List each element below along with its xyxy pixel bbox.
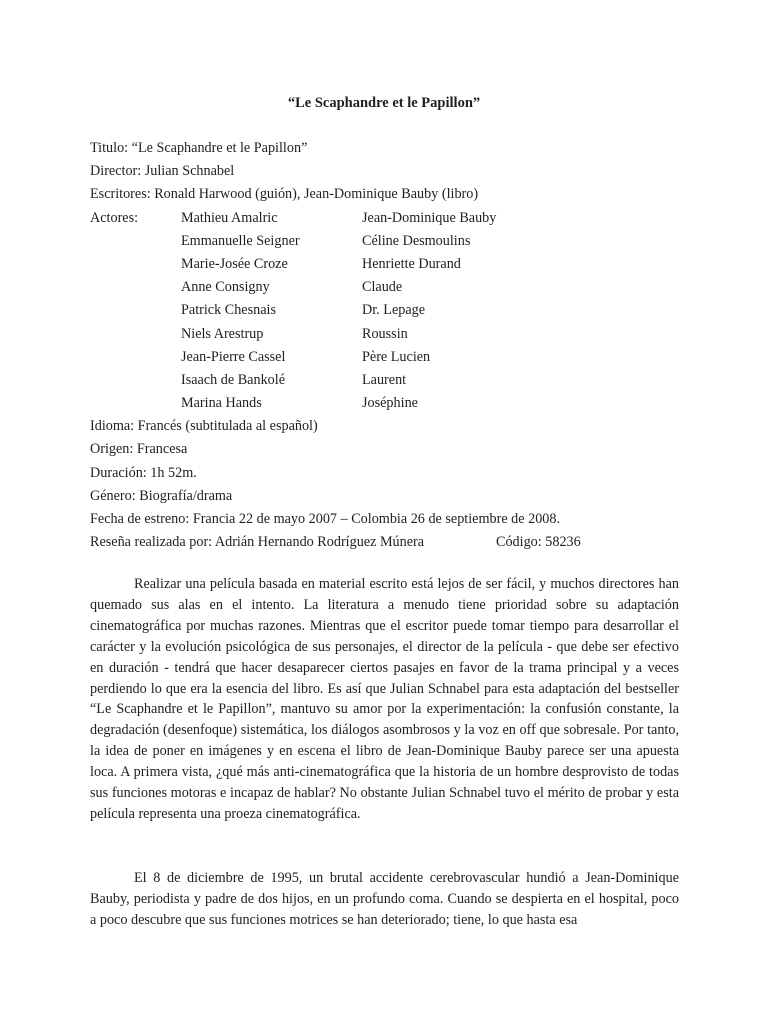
review-paragraph-2: El 8 de diciembre de 1995, un brutal accidente cerebrovascular hundió a Jean-Dominique Bauby, periodista y padre de dos hijos, en un profundo coma. Cuando se despierta en el hospital, poco a poco descubre que sus funciones motrices se han deteriorado; tiene, lo que hasta esa	[90, 870, 679, 928]
cast-row	[90, 232, 690, 255]
cast-actor: Emmanuelle Seigner	[181, 232, 300, 249]
actores-label: Actores:	[90, 209, 139, 226]
titulo-line: Titulo: “Le Scaphandre et le Papillon”	[90, 140, 308, 156]
cast-actor: Anne Consigny	[181, 279, 270, 296]
cast-actor: Mathieu Amalric	[181, 209, 278, 226]
cast-role: Joséphine	[362, 395, 418, 412]
cast-row	[90, 301, 690, 324]
film-info	[90, 139, 690, 556]
cast-row	[90, 325, 690, 348]
cast-role: Jean-Dominique Bauby	[362, 209, 497, 226]
fecha-estreno-line: Fecha de estreno: Francia 22 de mayo 2007 – Colombia 26 de septiembre de 2008.	[90, 511, 561, 527]
cast-role: Claude	[362, 279, 403, 296]
cast-row	[90, 209, 690, 232]
cast-role: Laurent	[362, 371, 407, 388]
cast-row	[90, 255, 690, 278]
cast-role: Dr. Lepage	[362, 302, 426, 319]
cast-row	[90, 394, 690, 417]
cast-row	[90, 278, 690, 301]
cast-actor: Jean-Pierre Cassel	[181, 348, 286, 365]
genero-line: Género: Biografía/drama	[90, 487, 233, 504]
cast-actor: Patrick Chesnais	[181, 302, 276, 319]
cast-actor: Niels Arestrup	[181, 325, 264, 342]
reviewer-line	[90, 533, 690, 556]
cast-actor: Isaach de Bankolé	[181, 371, 285, 388]
student-code: Código: 58236	[496, 534, 581, 551]
cast-role: Père Lucien	[362, 348, 431, 365]
cast-row	[90, 348, 690, 371]
escritores-line: Escritores: Ronald Harwood (guión), Jean-Dominique Bauby (libro)	[90, 186, 479, 203]
cast-role: Roussin	[362, 325, 408, 342]
review-paragraph-1: Realizar una película basada en material escrito está lejos de ser fácil, y muchos directores han quemado sus alas en el intento. La literatura a menudo tiene prioridad sobre su adaptación cinematográfica por muchas razones. Mientras que el escritor puede tomar tiempo para desarrollar el carácter y la evolución psicológica de sus personajes, el director de la película - que debe ser efectivo en duración - tendrá que hacer desaparecer ciertos pasajes en favor de la trama principal y a veces perdiendo lo que era la esencia del libro. Es así que Julian Schnabel para esta adaptación del bestseller “Le Scaphandre et le Papillon”, mantuvo su amor por la experimentación: la confusión constante, la degradación (desenfoque) sistemática, los diálogos asombrosos y la voz en off que sobresale. Por tanto, la idea de poner en imágenes y en escena el libro de Jean-Dominique Bauby parece ser una apuesta loca. A primera vista, ¿qué más anti-cinematográfica que la historia de un hombre desprovisto de todas sus funciones motoras e incapaz de hablar? No obstante Julian Schnabel tuvo el mérito de probar y esta película representa una proeza cinematográfica.	[90, 576, 679, 822]
document-title: “Le Scaphandre et le Papillon”	[287, 95, 481, 111]
cast-role: Henriette Durand	[362, 255, 461, 272]
origen-line: Origen: Francesa	[90, 441, 188, 458]
cast-actor: Marina Hands	[181, 395, 262, 412]
reviewer-name: Reseña realizada por: Adrián Hernando Rodríguez Múnera	[90, 534, 425, 551]
cast-role: Céline Desmoulins	[362, 232, 471, 249]
cast-actor: Marie-Josée Croze	[181, 255, 288, 272]
director-line: Director: Julian Schnabel	[90, 163, 235, 180]
duracion-line: Duración: 1h 52m.	[90, 464, 197, 481]
idioma-line: Idioma: Francés (subtitulada al español)	[90, 418, 318, 435]
cast-row	[90, 371, 690, 394]
